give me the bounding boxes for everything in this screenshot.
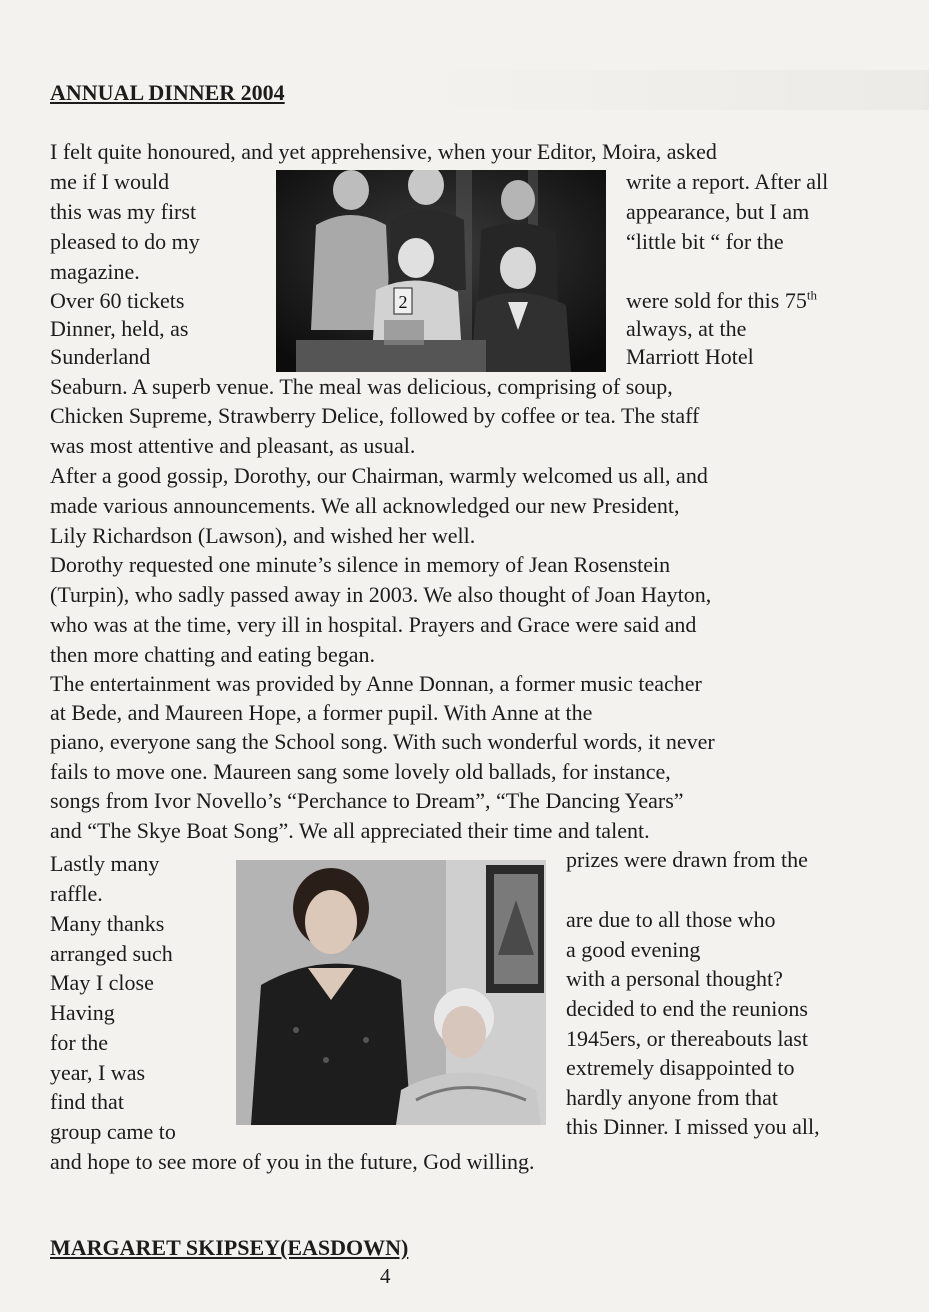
wrap1-left-line: Dinner, held, as: [50, 316, 189, 341]
teacher-and-pupil-photo: [236, 860, 546, 1125]
body-line: Chicken Supreme, Strawberry Delice, followed by coffee or tea. The staff: [50, 403, 700, 428]
body-line: was most attentive and pleasant, as usual.: [50, 433, 416, 458]
wrap2-left-line: find that: [50, 1089, 124, 1114]
page-number: 4: [380, 1264, 391, 1288]
superscript: th: [806, 287, 817, 303]
body-line: piano, everyone sang the School song. With such wonderful words, it never: [50, 729, 715, 754]
body-line: at Bede, and Maureen Hope, a former pupil. With Anne at the: [50, 700, 593, 725]
wrap1-left-line: me if I would: [50, 169, 170, 194]
wrap1-left-line: this was my first: [50, 199, 197, 224]
article-title: ANNUAL DINNER 2004: [50, 80, 285, 105]
wrap2-left-line: raffle.: [50, 881, 103, 906]
body-line: After a good gossip, Dorothy, our Chairman, warmly welcomed us all, and: [50, 463, 708, 488]
body-line: The entertainment was provided by Anne Donnan, a former music teacher: [50, 671, 702, 696]
wrap2-right-line: extremely disappointed to: [566, 1055, 795, 1080]
wrap2-left-line: for the: [50, 1030, 109, 1055]
wrap2-right-line: with a personal thought?: [566, 966, 783, 991]
body-line: Dorothy requested one minute’s silence in memory of Jean Rosenstein: [50, 552, 671, 577]
wrap2-left-line: year, I was: [50, 1060, 146, 1085]
wrap1-right-line: “little bit “ for the: [626, 229, 784, 254]
wrap1-right-line: were sold for this 75th: [626, 287, 817, 313]
wrap2-right-line: prizes were drawn from the: [566, 847, 808, 872]
wrap1-left-line: Over 60 tickets: [50, 288, 185, 313]
wrap2-right-line: a good evening: [566, 937, 701, 962]
wrap1-left-line: magazine.: [50, 259, 140, 284]
wrap1-right-line: Marriott Hotel: [626, 344, 754, 369]
body-line: and “The Skye Boat Song”. We all appreciated their time and talent.: [50, 818, 650, 843]
wrap1-right-line: write a report. After all: [626, 169, 829, 194]
body-line: who was at the time, very ill in hospital. Prayers and Grace were said and: [50, 612, 697, 637]
closing-line: and hope to see more of you in the future, God willing.: [50, 1149, 535, 1174]
wrap2-right-line: decided to end the reunions: [566, 996, 808, 1021]
body-line: fails to move one. Maureen sang some lovely old ballads, for instance,: [50, 759, 671, 784]
dinner-group-photo: [276, 170, 606, 372]
wrap2-right-line: are due to all those who: [566, 907, 776, 932]
wrap2-right-line: 1945ers, or thereabouts last: [566, 1026, 808, 1051]
bleed-through-shadow: [409, 70, 929, 110]
body-line: Seaburn. A superb venue. The meal was delicious, comprising of soup,: [50, 374, 673, 399]
wrap1-right-line: appearance, but I am: [626, 199, 810, 224]
wrap2-right-line: this Dinner. I missed you all,: [566, 1114, 820, 1139]
author-signature: MARGARET SKIPSEY(EASDOWN): [50, 1235, 409, 1260]
body-line: then more chatting and eating began.: [50, 642, 375, 667]
wrap2-left-line: group came to: [50, 1119, 176, 1144]
wrap2-right-line: hardly anyone from that: [566, 1085, 778, 1110]
wrap2-left-line: Having: [50, 1000, 115, 1025]
wrap2-left-line: Lastly many: [50, 851, 160, 876]
wrap2-left-line: May I close: [50, 970, 154, 995]
body-line: (Turpin), who sadly passed away in 2003. We also thought of Joan Hayton,: [50, 582, 712, 607]
table-number-card: 2: [398, 292, 408, 312]
body-line: Lily Richardson (Lawson), and wished her well.: [50, 523, 476, 548]
wrap1-right-line: always, at the: [626, 316, 747, 341]
wrap2-left-line: arranged such: [50, 941, 173, 966]
wrap1-left-line: pleased to do my: [50, 229, 200, 254]
wrap1-left-line: Sunderland: [50, 344, 151, 369]
wrap2-left-line: Many thanks: [50, 911, 165, 936]
body-line: songs from Ivor Novello’s “Perchance to Dream”, “The Dancing Years”: [50, 788, 684, 813]
body-line: made various announcements. We all acknowledged our new President,: [50, 493, 680, 518]
intro-line: I felt quite honoured, and yet apprehensive, when your Editor, Moira, asked: [50, 139, 717, 164]
